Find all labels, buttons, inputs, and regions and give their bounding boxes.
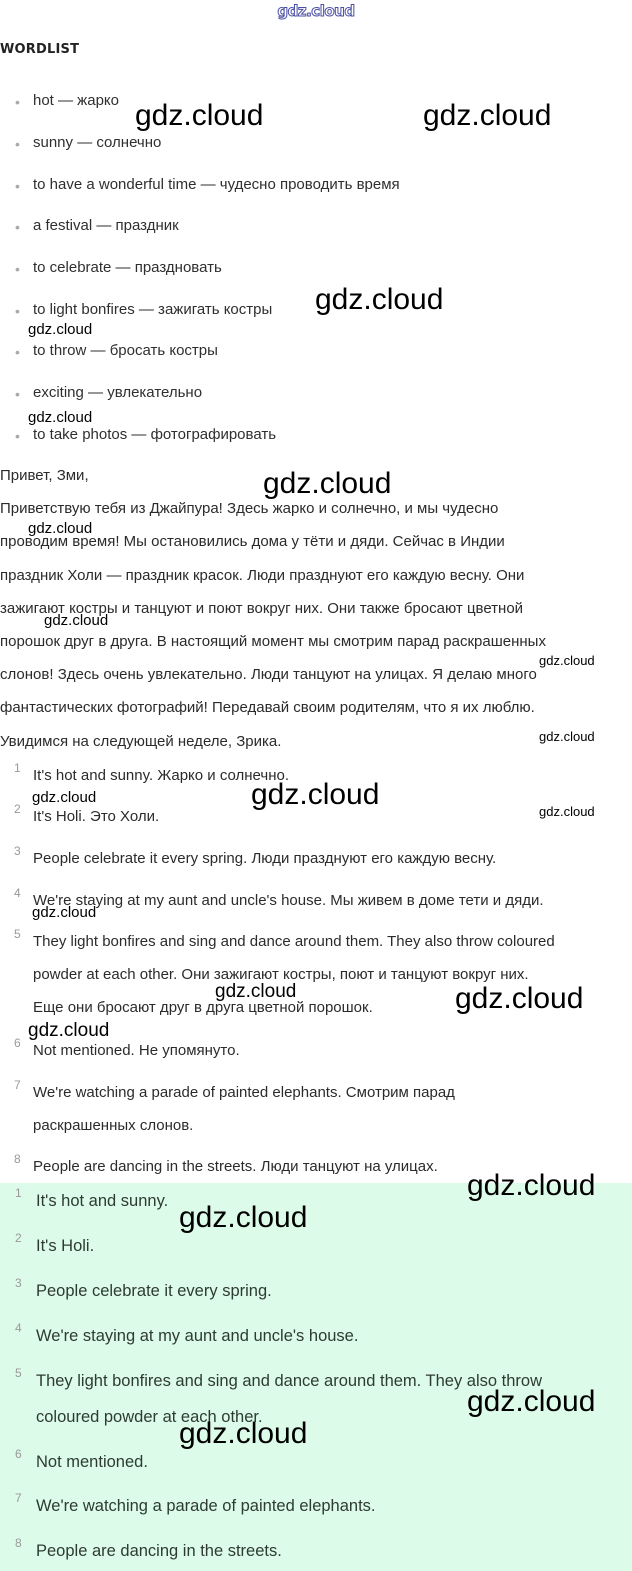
letter-line: Увидимся на следующей неделе, Зрика. bbox=[0, 732, 282, 750]
watermark: gdz.cloud bbox=[423, 99, 552, 132]
watermark: gdz.cloud bbox=[251, 778, 380, 811]
watermark: gdz.cloud bbox=[44, 612, 109, 629]
letter-line: зажигают костры и танцуют и поют вокруг них. Они также бросают цветной bbox=[0, 599, 524, 617]
watermark: gdz.cloud bbox=[28, 409, 93, 426]
watermark: gdz.cloud bbox=[32, 789, 97, 806]
bullet-icon: • bbox=[15, 428, 20, 444]
watermark: gdz.cloud bbox=[215, 981, 297, 1002]
watermark: gdz.cloud bbox=[539, 653, 595, 668]
bullet-icon: • bbox=[15, 219, 20, 235]
bullet-icon: • bbox=[15, 303, 20, 319]
watermark: gdz.cloud bbox=[32, 904, 97, 921]
bullet-icon: • bbox=[15, 261, 20, 277]
bullet-icon: • bbox=[15, 94, 20, 110]
watermark: gdz.cloud bbox=[28, 321, 93, 338]
wordlist-title: WORDLIST bbox=[0, 42, 80, 57]
bullet-icon: • bbox=[15, 178, 20, 194]
watermark: gdz.cloud bbox=[263, 467, 392, 500]
letter-line: праздник Холи — праздник красок. Люди празднуют его каждую весну. Они bbox=[0, 566, 525, 584]
letter-line: Приветствую тебя из Джайпура! Здесь жарко и солнечно, и мы чудесно bbox=[0, 500, 499, 518]
watermark: gdz.cloud bbox=[179, 1417, 308, 1450]
letter-line: фантастических фотографий! Передавай своим родителям, что я их люблю. bbox=[0, 699, 535, 717]
site-logo[interactable]: gdz.cloud bbox=[277, 2, 355, 20]
letter-text bbox=[0, 459, 632, 758]
watermark: gdz.cloud bbox=[539, 804, 595, 819]
letter-line: проводим время! Мы остановились дома у тёти и дяди. Сейчас в Индии bbox=[0, 533, 505, 551]
bullet-icon: • bbox=[15, 386, 20, 402]
bullet-icon: • bbox=[15, 136, 20, 152]
watermark: gdz.cloud bbox=[467, 1385, 596, 1418]
watermark: gdz.cloud bbox=[28, 520, 93, 537]
letter-line: порошок друг в друга. В настоящий момент мы смотрим парад раскрашенных bbox=[0, 633, 546, 651]
watermark: gdz.cloud bbox=[539, 729, 595, 744]
watermark: gdz.cloud bbox=[28, 1020, 110, 1041]
watermark: gdz.cloud bbox=[315, 283, 444, 316]
letter-line: слонов! Здесь очень увлекательно. Люди танцуют на улицах. Я делаю много bbox=[0, 666, 537, 684]
watermark: gdz.cloud bbox=[467, 1169, 596, 1202]
letter-line: Привет, Зми, bbox=[0, 467, 89, 484]
watermark: gdz.cloud bbox=[455, 982, 584, 1015]
watermark: gdz.cloud bbox=[135, 99, 264, 132]
bullet-icon: • bbox=[15, 344, 20, 360]
watermark: gdz.cloud bbox=[179, 1201, 308, 1234]
